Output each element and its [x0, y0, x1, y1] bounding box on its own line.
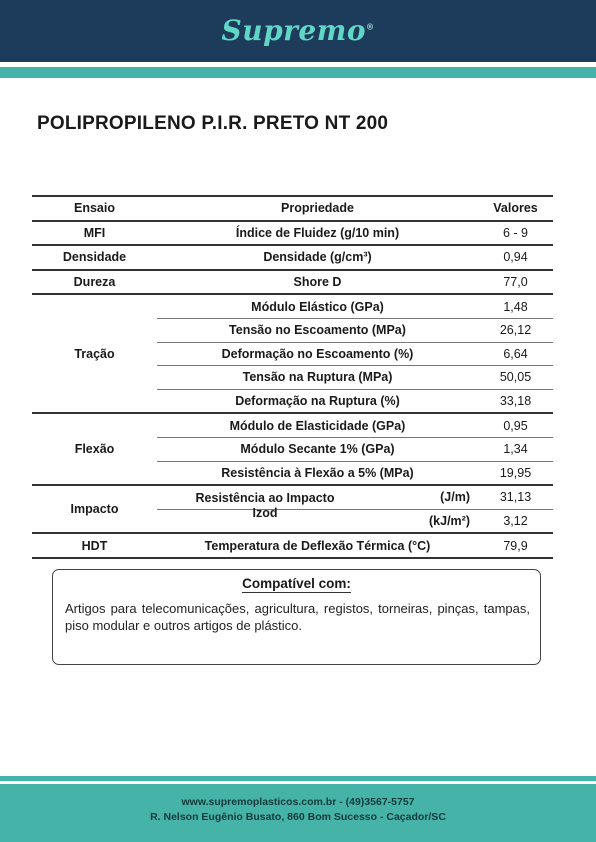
ensaio-flexao: Flexão	[32, 413, 157, 485]
valor-tracao-5: 33,18	[478, 389, 553, 413]
valor-dureza: 77,0	[478, 270, 553, 295]
propriedade-tracao-1: Módulo Elástico (GPa)	[157, 294, 478, 318]
propriedade-flexao-3: Resistência à Flexão a 5% (MPa)	[157, 461, 478, 485]
supremo-logo: Supremo®	[221, 14, 375, 47]
valor-tracao-1: 1,48	[478, 294, 553, 318]
table-row-mfi	[32, 221, 553, 246]
propriedade-impacto-1	[157, 485, 478, 521]
footer-contact: www.supremoplasticos.com.br - (49)3567-5757	[181, 796, 415, 808]
footer-address: R. Nelson Eugênio Busato, 860 Bom Sucesso - Caçador/SC	[150, 811, 446, 823]
table-row-hdt	[32, 533, 553, 558]
ensaio-dureza: Dureza	[32, 270, 157, 295]
table-header-row	[32, 196, 553, 221]
header-ensaio: Ensaio	[74, 201, 115, 216]
ensaio-tracao: Tração	[32, 294, 157, 413]
header-propriedade: Propriedade	[281, 201, 354, 216]
valor-mfi: 6 - 9	[478, 221, 553, 246]
propriedade-mfi: Índice de Fluidez (g/10 min)	[157, 221, 478, 246]
footer-bar	[0, 784, 596, 842]
valor-tracao-4: 50,05	[478, 366, 553, 390]
table-row-densidade	[32, 245, 553, 270]
valor-flexao-1: 0,95	[478, 413, 553, 437]
page-title: POLIPROPILENO P.I.R. PRETO NT 200	[37, 113, 389, 134]
ensaio-densidade: Densidade	[32, 245, 157, 270]
propriedade-tracao-3: Deformação no Escoamento (%)	[157, 342, 478, 366]
valor-hdt: 79,9	[478, 533, 553, 558]
propriedade-flexao-1: Módulo de Elasticidade (GPa)	[157, 413, 478, 437]
compatibility-box	[52, 569, 541, 665]
valor-tracao-3: 6,64	[478, 342, 553, 366]
propriedade-tracao-5: Deformação na Ruptura (%)	[157, 389, 478, 413]
header-bar	[0, 0, 596, 62]
ensaio-impacto: Impacto	[32, 485, 157, 533]
valor-flexao-3: 19,95	[478, 461, 553, 485]
propriedade-dureza: Shore D	[157, 270, 478, 295]
table-row-flexao-1	[32, 413, 553, 437]
impacto-unit-kjm2: (kJ/m²)	[429, 514, 470, 529]
table-row-impacto-1	[32, 485, 553, 509]
header-stripe-teal	[0, 67, 596, 78]
table-row-dureza	[32, 270, 553, 295]
compatibility-title: Compatível com:	[242, 576, 351, 591]
propriedade-tracao-4: Tensão na Ruptura (MPa)	[157, 366, 478, 390]
propriedade-impacto: Resistência ao Impacto Izod	[195, 491, 335, 521]
valor-densidade: 0,94	[478, 245, 553, 270]
impacto-unit-jm: (J/m)	[440, 490, 470, 505]
propriedade-tracao-2: Tensão no Escoamento (MPa)	[157, 318, 478, 342]
propriedade-hdt: Temperatura de Deflexão Térmica (°C)	[157, 533, 478, 558]
compatibility-text: Artigos para telecomunicações, agricultura, registos, torneiras, pinças, tampas, piso modular e outros artigos de plástico.	[65, 601, 530, 633]
header-valores: Valores	[493, 201, 538, 216]
table-row-tracao-1	[32, 294, 553, 318]
valor-tracao-2: 26,12	[478, 318, 553, 342]
valor-impacto-2: 3,12	[478, 509, 553, 533]
propriedade-flexao-2: Módulo Secante 1% (GPa)	[157, 437, 478, 461]
properties-table	[32, 195, 553, 559]
propriedade-densidade: Densidade (g/cm³)	[157, 245, 478, 270]
ensaio-mfi: MFI	[32, 221, 157, 246]
ensaio-hdt: HDT	[32, 533, 157, 558]
valor-impacto-1: 31,13	[478, 485, 553, 509]
valor-flexao-2: 1,34	[478, 437, 553, 461]
